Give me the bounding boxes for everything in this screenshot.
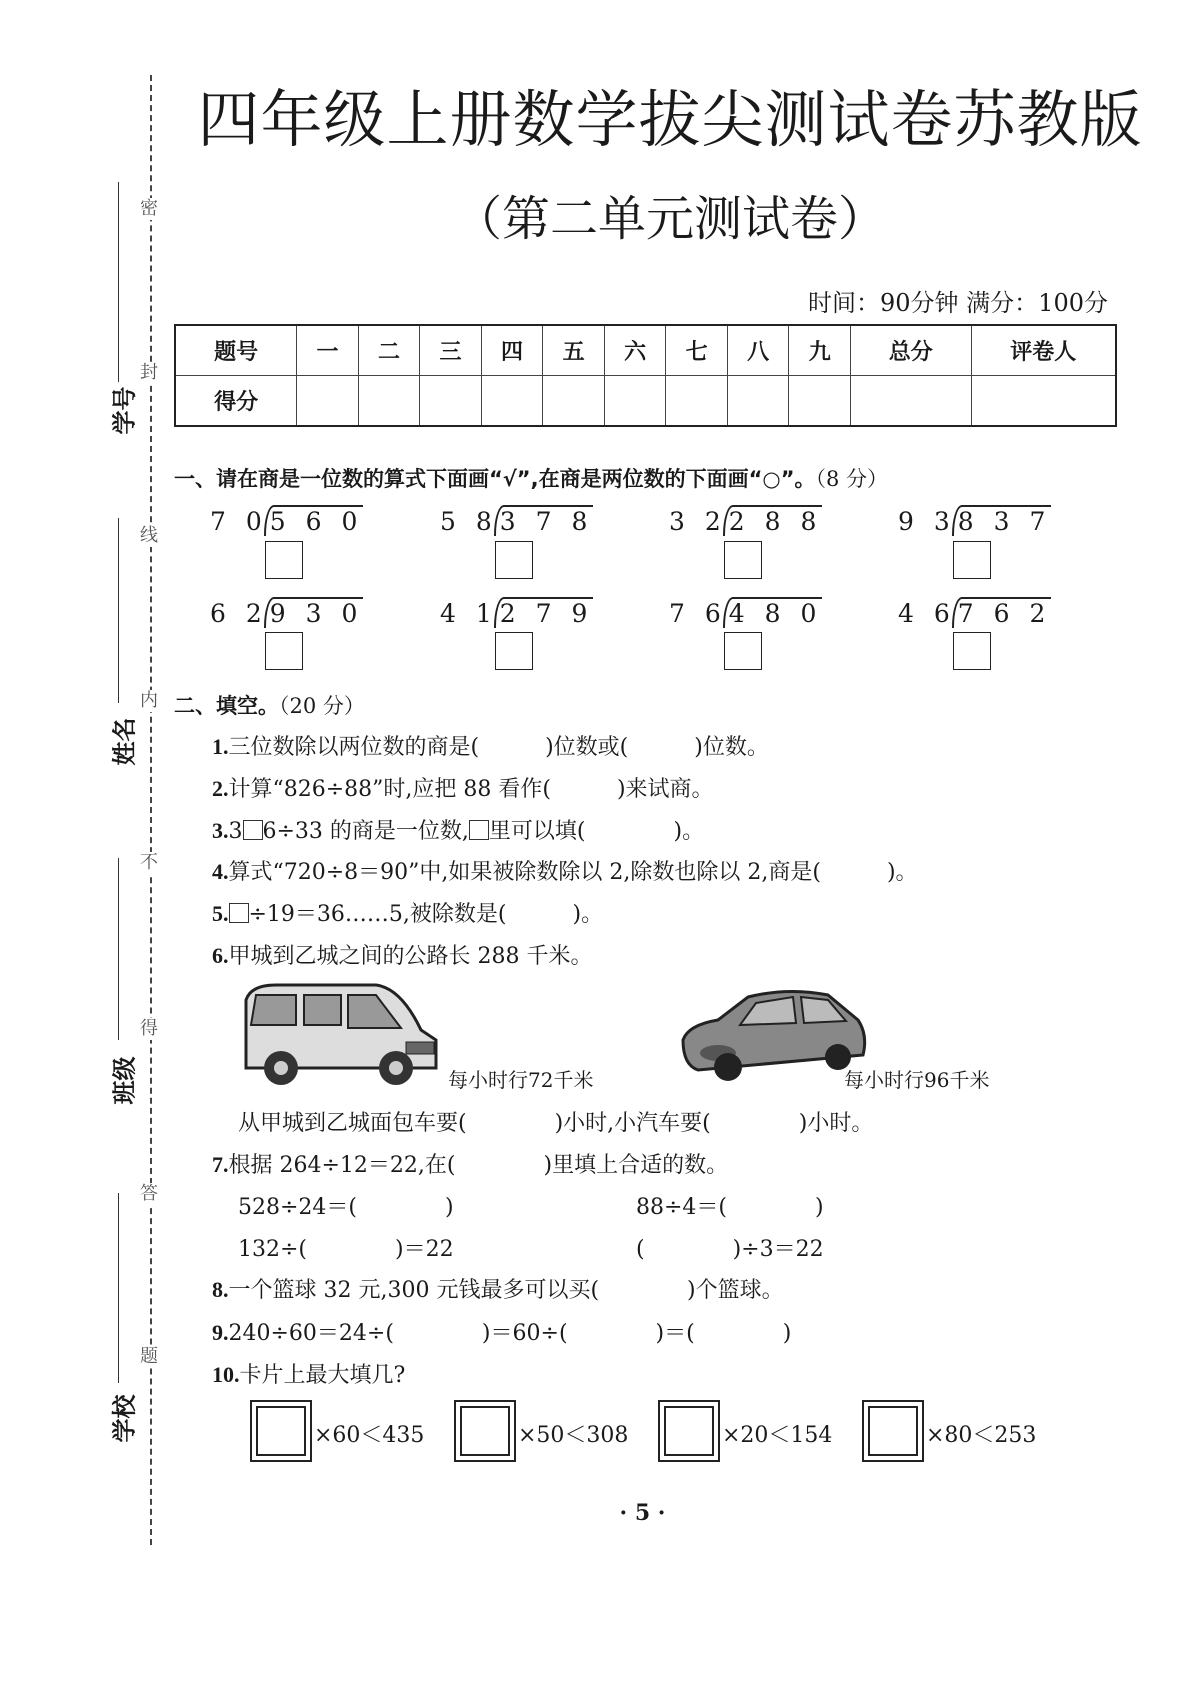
division-problem [440, 597, 593, 628]
header-cell: 三 [420, 325, 482, 376]
score-cell[interactable] [789, 376, 851, 427]
question-4: 4.算式“720÷8＝90”中,如果被除数除以 2,除数也除以 2,商是( )。 [212, 859, 918, 885]
divisor: 7 0 [210, 507, 268, 536]
seal-char: 密 [140, 198, 158, 219]
answer-box[interactable] [265, 541, 303, 579]
student-id-line[interactable] [118, 182, 119, 382]
card-box[interactable] [658, 1400, 720, 1462]
dividend: 9 3 0 [264, 597, 364, 628]
seal-char: 封 [140, 362, 158, 383]
name-label: 姓名 [110, 717, 139, 766]
card-inequality: ×60＜435 [314, 1423, 425, 1448]
score-cell[interactable] [358, 376, 420, 427]
section1-points: （8 分） [815, 467, 889, 491]
name-line[interactable] [118, 518, 119, 703]
divisor: 4 6 [898, 599, 956, 628]
card-inequality: ×80＜253 [926, 1423, 1037, 1448]
card-inner [868, 1406, 918, 1456]
header-cell: 六 [604, 325, 666, 376]
divisor: 4 1 [440, 599, 498, 628]
question-6: 6.甲城到乙城之间的公路长 288 千米。 [212, 943, 593, 969]
card-inner [664, 1406, 714, 1456]
class-line[interactable] [118, 858, 119, 1040]
question-8: 8.一个篮球 32 元,300 元钱最多可以买( )个篮球。 [212, 1277, 784, 1303]
division-problem [210, 505, 363, 536]
header-cell: 七 [666, 325, 728, 376]
header-cell: 二 [358, 325, 420, 376]
dividend: 2 7 9 [494, 597, 594, 628]
card-box[interactable] [862, 1400, 924, 1462]
answer-box[interactable] [724, 632, 762, 670]
seal-char: 不 [140, 852, 158, 873]
divisor: 9 3 [898, 507, 956, 536]
seal-char: 题 [140, 1346, 158, 1367]
card-inner [256, 1406, 306, 1456]
section2-heading [174, 690, 365, 720]
score-cell[interactable] [971, 376, 1116, 427]
question-9: 9.240÷60＝24÷( )＝60÷( )＝( ) [212, 1320, 792, 1346]
dividend: 3 7 8 [494, 505, 594, 536]
score-cell[interactable] [297, 376, 359, 427]
header-cell: 九 [789, 325, 851, 376]
seal-char: 内 [140, 690, 158, 711]
division-problem [210, 597, 363, 628]
question-1: 1.三位数除以两位数的商是( )位数或( )位数。 [212, 734, 769, 760]
question-10: 10.卡片上最大填几? [212, 1362, 406, 1388]
blank-square [469, 820, 489, 840]
division-problem [898, 597, 1051, 628]
division-problem [669, 597, 822, 628]
student-id-label: 学号 [110, 386, 139, 435]
header-cell: 一 [297, 325, 359, 376]
division-problem [898, 505, 1051, 536]
page-number: · 5 · [619, 1500, 666, 1526]
divisor: 7 6 [669, 599, 727, 628]
card-inner [460, 1406, 510, 1456]
time-score-info: 时间：90分钟 满分：100分 [808, 289, 1108, 317]
header-cell: 五 [543, 325, 605, 376]
class-label: 班级 [110, 1056, 139, 1105]
row-label: 得分 [175, 376, 297, 427]
header-cell: 八 [727, 325, 789, 376]
dividend: 2 8 8 [723, 505, 823, 536]
header-cell: 总分 [850, 325, 971, 376]
question-3: 3.3 6÷33 的商是一位数, 里可以填( )。 [212, 818, 705, 844]
table-row [175, 376, 1116, 427]
page-subtitle: （第二单元测试卷） [453, 191, 886, 247]
school-label: 学校 [110, 1394, 139, 1443]
seal-char: 线 [140, 525, 158, 546]
score-cell[interactable] [666, 376, 728, 427]
score-table [174, 324, 1117, 427]
dividend: 7 6 2 [952, 597, 1052, 628]
dividend: 5 6 0 [264, 505, 364, 536]
blank-square [229, 903, 249, 923]
divisor: 5 8 [440, 507, 498, 536]
dividend: 8 3 7 [952, 505, 1052, 536]
car-image [678, 985, 868, 1085]
card-inequality: ×50＜308 [518, 1423, 629, 1448]
question-7: 7.根据 264÷12＝22,在( )里填上合适的数。 [212, 1152, 729, 1178]
divisor: 3 2 [669, 507, 727, 536]
section2-points: （20 分） [279, 694, 365, 718]
van-speed-label: 每小时行72千米 [448, 1068, 594, 1092]
card-inequality: ×20＜154 [722, 1423, 833, 1448]
score-cell[interactable] [850, 376, 971, 427]
school-line[interactable] [118, 1193, 119, 1383]
answer-box[interactable] [724, 541, 762, 579]
score-cell[interactable] [420, 376, 482, 427]
score-cell[interactable] [481, 376, 543, 427]
car-speed-label: 每小时行96千米 [844, 1068, 990, 1092]
question-6-answer-line: 从甲城到乙城面包车要( )小时,小汽车要( )小时。 [238, 1111, 874, 1136]
score-cell[interactable] [727, 376, 789, 427]
answer-box[interactable] [495, 632, 533, 670]
header-cell: 题号 [175, 325, 297, 376]
card-box[interactable] [454, 1400, 516, 1462]
header-cell: 四 [481, 325, 543, 376]
answer-box[interactable] [953, 541, 991, 579]
question-5: 5. ÷19＝36……5,被除数是( )。 [212, 901, 604, 927]
seal-char: 答 [140, 1183, 158, 1204]
page-title: 四年级上册数学拔尖测试卷苏教版 [197, 83, 1143, 156]
van-image [236, 980, 441, 1088]
dividend: 4 8 0 [723, 597, 823, 628]
q7-equation: 88÷4＝( ) [636, 1195, 824, 1220]
question-2: 2.计算“826÷88”时,应把 88 看作( )来试商。 [212, 776, 714, 802]
answer-box[interactable] [495, 541, 533, 579]
q7-equation: 528÷24＝( ) [238, 1195, 454, 1220]
division-problem [669, 505, 822, 536]
divisor: 6 2 [210, 599, 268, 628]
section2-title: 二、填空。 [174, 694, 279, 718]
header-cell: 评卷人 [971, 325, 1116, 376]
section1-heading [174, 463, 888, 493]
section1-title: 一、请在商是一位数的算式下面画“√”,在商是两位数的下面画“○”。 [174, 467, 816, 491]
answer-box[interactable] [265, 632, 303, 670]
q7-equation: ( )÷3＝22 [636, 1237, 824, 1262]
score-cell[interactable] [604, 376, 666, 427]
blank-square [243, 820, 263, 840]
table-row [175, 325, 1116, 376]
score-cell[interactable] [543, 376, 605, 427]
answer-box[interactable] [953, 632, 991, 670]
card-box[interactable] [250, 1400, 312, 1462]
seal-char: 得 [140, 1018, 158, 1039]
seal-line [150, 75, 152, 1545]
q7-equation: 132÷( )＝22 [238, 1237, 454, 1262]
division-problem [440, 505, 593, 536]
